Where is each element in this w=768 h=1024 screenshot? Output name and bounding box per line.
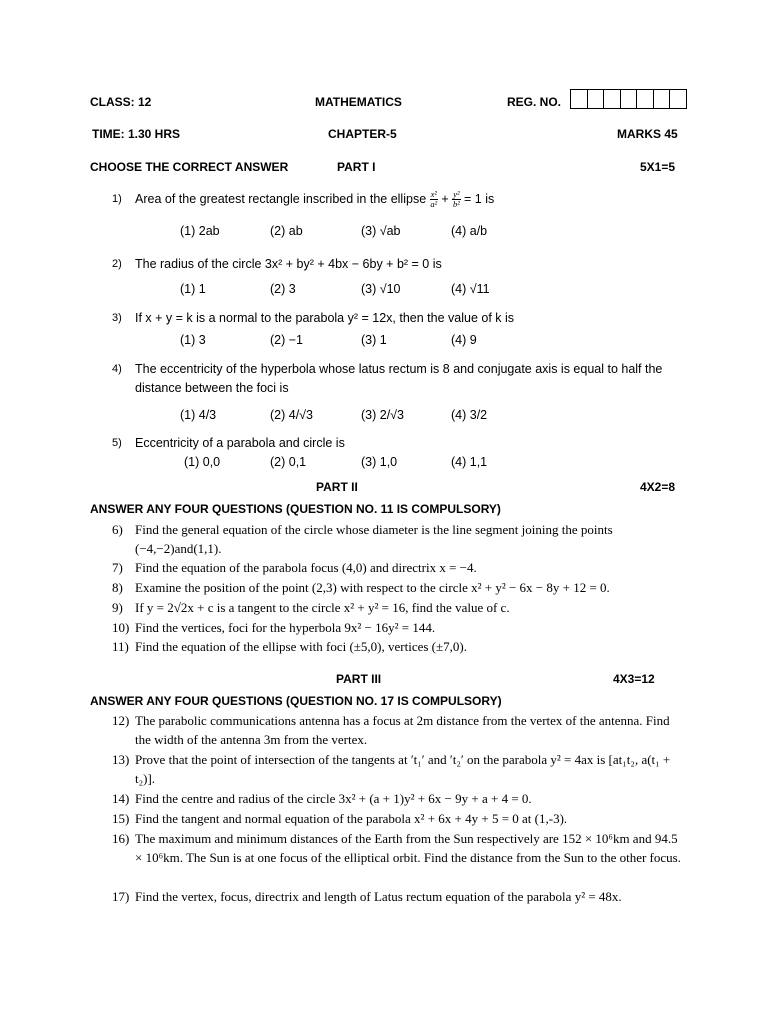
question-9 <box>112 598 684 617</box>
chapter-label: CHAPTER-5 <box>328 127 397 141</box>
q1-option-2: (2) ab <box>270 224 303 238</box>
question-number: 11) <box>112 639 129 654</box>
question-text: Find the vertex, focus, directrix and length of Latus rectum equation of the parabola y² = 48x. <box>135 889 622 904</box>
q1-option-4: (4) a/b <box>451 224 488 238</box>
q4-option-3: (3) 2/√3 <box>361 408 404 422</box>
q4-option-2: (2) 4/√3 <box>270 408 313 422</box>
question-number: 1) <box>112 193 122 205</box>
question-number: 17) <box>112 889 130 904</box>
question-3 <box>112 309 682 328</box>
reg-no-box <box>654 90 671 108</box>
question-number: 15) <box>112 811 130 826</box>
question-text: The maximum and minimum distances of the Earth from the Sun respectively are 152 × 10⁶km and 94.5 × 10⁶km. The Sun is at one focus of the elliptical orbit. Find the distance from the Sun to the other focus. <box>135 831 681 866</box>
question-number: 13) <box>112 752 130 767</box>
question-4 <box>112 360 682 398</box>
q4-option-4: (4) 3/2 <box>451 408 488 422</box>
part1-title: PART I <box>337 160 376 174</box>
question-text: Area of the greatest rectangle inscribed in the ellipse <box>135 192 430 206</box>
question-number: 6) <box>112 522 123 537</box>
question-text: The eccentricity of the hyperbola whose latus rectum is 8 and conjugate axis is equal to half the distance between the foci is <box>135 362 663 395</box>
reg-no-box <box>637 90 654 108</box>
part2-instruction: ANSWER ANY FOUR QUESTIONS (QUESTION NO. 11 IS COMPULSORY) <box>90 502 501 516</box>
question-number: 16) <box>112 831 130 846</box>
question-number: 12) <box>112 713 130 728</box>
question-text-end: = 1 is <box>460 192 495 206</box>
part2-marks: 4X2=8 <box>640 480 676 494</box>
q3-option-4: (4) 9 <box>451 333 477 347</box>
class-label: CLASS: 12 <box>90 95 152 109</box>
question-17 <box>112 887 684 906</box>
question-number: 7) <box>112 560 123 575</box>
q3-option-1: (1) 3 <box>180 333 206 347</box>
question-number: 2) <box>112 258 122 270</box>
question-6 <box>112 520 684 559</box>
reg-no-label: REG. NO. <box>507 95 562 109</box>
reg-no-boxes <box>570 89 687 109</box>
q2-option-1: (1) 1 <box>180 282 206 296</box>
part1-instruction: CHOOSE THE CORRECT ANSWER <box>90 160 289 174</box>
question-number: 3) <box>112 312 122 324</box>
q5-option-4: (4) 1,1 <box>451 455 488 469</box>
question-number: 4) <box>112 363 122 375</box>
question-number: 14) <box>112 791 130 806</box>
question-text: If x + y = k is a normal to the parabola y² = 12x, then the value of k is <box>135 311 515 325</box>
question-5 <box>112 434 682 453</box>
question-text: Find the vertices, foci for the hyperbola 9x² − 16y² = 144. <box>135 620 436 635</box>
reg-no-box <box>588 90 605 108</box>
time-label: TIME: 1.30 HRS <box>92 127 181 141</box>
question-text: Find the tangent and normal equation of the parabola x² + 6x + 4y + 5 = 0 at (1,-3). <box>135 811 568 826</box>
question-number: 10) <box>112 620 130 635</box>
question-12 <box>112 711 684 750</box>
question-text: Find the equation of the parabola focus (4,0) and directrix x = −4. <box>135 560 477 575</box>
q3-option-3: (3) 1 <box>361 333 387 347</box>
question-text: Prove that the point of intersection of the tangents at ′t₁′ and ′t₂′ on the parabola y² = 4ax is [at₁t₂, a(t₁ + t₂)]. <box>135 752 671 787</box>
part1-marks: 5X1=5 <box>640 160 676 174</box>
q2-option-4: (4) √11 <box>451 282 490 296</box>
question-text: Find the centre and radius of the circle 3x² + (a + 1)y² + 6x − 9y + a + 4 = 0. <box>135 791 532 806</box>
question-2 <box>112 255 682 274</box>
q3-option-2: (2) −1 <box>270 333 304 347</box>
q5-option-3: (3) 1,0 <box>361 455 398 469</box>
q5-option-2: (2) 0,1 <box>270 455 307 469</box>
question-1: 1) Area of the greatest rectangle inscribed in the ellipse $\frac{\text{x²}}{\text{a²}}$ + $\frac{\text{y²}}{\text{b²}}$ = 1 is <box>112 189 495 210</box>
question-number: 9) <box>112 600 123 615</box>
question-text: Find the general equation of the circle whose diameter is the line segment joining the points (−4,−2)and(1,1). <box>135 522 613 557</box>
q2-option-3: (3) √10 <box>361 282 401 296</box>
q4-option-1: (1) 4/3 <box>180 408 217 422</box>
part3-instruction: ANSWER ANY FOUR QUESTIONS (QUESTION NO. 17 IS COMPULSORY) <box>90 694 502 708</box>
question-14 <box>112 789 684 808</box>
q2-option-2: (2) 3 <box>270 282 296 296</box>
part3-marks: 4X3=12 <box>613 672 655 686</box>
reg-no-box <box>621 90 638 108</box>
question-text: If y = 2√2x + c is a tangent to the circle x² + y² = 16, find the value of c. <box>135 600 510 615</box>
question-number: 5) <box>112 437 122 449</box>
part2-title: PART II <box>316 480 358 494</box>
question-number: 8) <box>112 580 123 595</box>
q1-option-3: (3) √ab <box>361 224 401 238</box>
question-text: Eccentricity of a parabola and circle is <box>135 436 345 450</box>
question-text: The parabolic communications antenna has a focus at 2m distance from the vertex of the antenna. Find the width of the antenna 3m from the vertex. <box>135 713 670 748</box>
question-8 <box>112 578 684 597</box>
total-marks: MARKS 45 <box>617 127 678 141</box>
question-text: Find the equation of the ellipse with foci (±5,0), vertices (±7,0). <box>135 639 467 654</box>
question-11 <box>112 637 684 656</box>
subject-title: MATHEMATICS <box>315 95 402 109</box>
question-7 <box>112 558 684 577</box>
question-10 <box>112 618 684 637</box>
question-16 <box>112 829 684 868</box>
question-text: The radius of the circle 3x² + by² + 4bx − 6by + b² = 0 is <box>135 257 442 271</box>
q1-option-1: (1) 2ab <box>180 224 220 238</box>
question-15 <box>112 809 684 828</box>
reg-no-box <box>604 90 621 108</box>
question-13 <box>112 750 684 789</box>
question-text: Examine the position of the point (2,3) with respect to the circle x² + y² − 6x − 8y + 12 = 0. <box>135 580 610 595</box>
reg-no-box <box>571 90 588 108</box>
part3-title: PART III <box>336 672 382 686</box>
q5-option-1: (1) 0,0 <box>184 455 221 469</box>
reg-no-box <box>670 90 686 108</box>
